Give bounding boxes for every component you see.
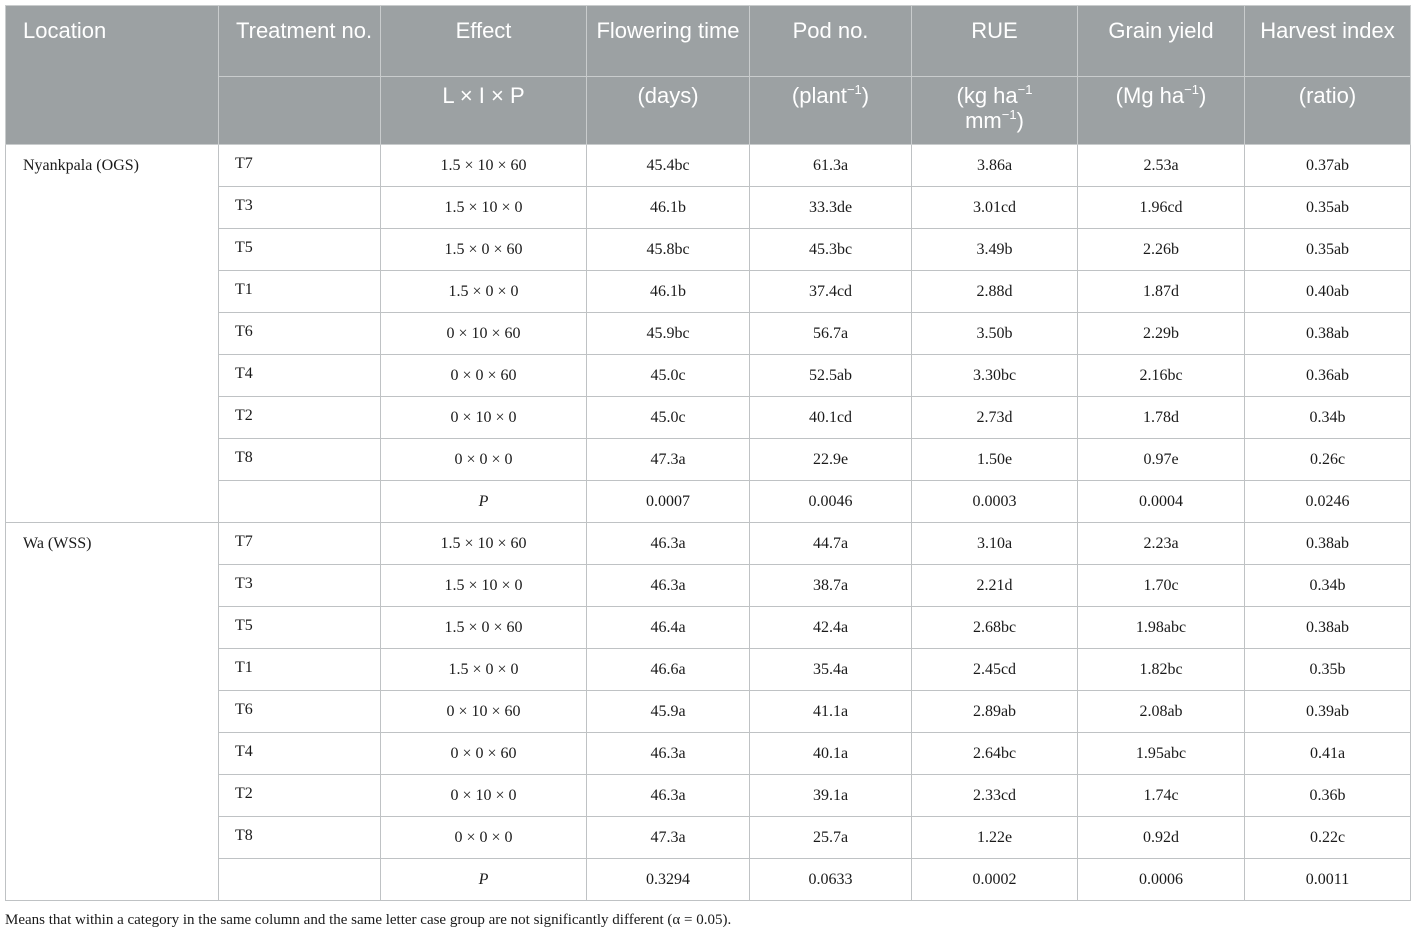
value-cell: 0.22c — [1245, 817, 1411, 859]
value-cell: 46.3a — [587, 775, 750, 817]
value-cell: 2.53a — [1078, 145, 1245, 187]
value-cell: 47.3a — [587, 817, 750, 859]
value-cell: 2.73d — [912, 397, 1078, 439]
empty-cell — [219, 481, 381, 523]
value-cell: 2.89ab — [912, 691, 1078, 733]
value-cell: 0 × 10 × 60 — [381, 313, 587, 355]
value-cell: 42.4a — [750, 607, 912, 649]
value-cell: 3.01cd — [912, 187, 1078, 229]
value-cell: 0 × 0 × 0 — [381, 439, 587, 481]
value-cell: 0.41a — [1245, 733, 1411, 775]
p-value-cell: 0.0011 — [1245, 859, 1411, 901]
header-flowering: Flowering time — [587, 6, 750, 77]
value-cell: 2.16bc — [1078, 355, 1245, 397]
value-cell: 0.35ab — [1245, 187, 1411, 229]
value-cell: 2.26b — [1078, 229, 1245, 271]
treatment-cell: T4 — [219, 733, 381, 775]
value-cell: 45.9bc — [587, 313, 750, 355]
value-cell: 61.3a — [750, 145, 912, 187]
value-cell: 46.1b — [587, 187, 750, 229]
p-value-cell: 0.0006 — [1078, 859, 1245, 901]
value-cell: 1.5 × 10 × 0 — [381, 187, 587, 229]
header-treatment-unit — [219, 77, 381, 145]
location-cell: Nyankpala (OGS) — [6, 145, 219, 523]
p-value-cell: 0.0246 — [1245, 481, 1411, 523]
value-cell: 44.7a — [750, 523, 912, 565]
table-body — [6, 145, 1411, 901]
value-cell: 1.70c — [1078, 565, 1245, 607]
value-cell: 46.3a — [587, 733, 750, 775]
value-cell: 1.5 × 0 × 60 — [381, 229, 587, 271]
p-value-cell: 0.0046 — [750, 481, 912, 523]
header-grain-unit: (Mg $ha^{-1}$) — [1078, 77, 1245, 145]
header-location: Location — [6, 6, 219, 145]
treatment-cell: T1 — [219, 649, 381, 691]
value-cell: 45.3bc — [750, 229, 912, 271]
value-cell: 0.38ab — [1245, 523, 1411, 565]
header-pod-unit: (plant$^{-1}$) — [750, 77, 912, 145]
value-cell: 0.38ab — [1245, 313, 1411, 355]
table-row — [6, 145, 1411, 187]
value-cell: 2.45cd — [912, 649, 1078, 691]
value-cell: 37.4cd — [750, 271, 912, 313]
value-cell: 0.40ab — [1245, 271, 1411, 313]
value-cell: 1.87d — [1078, 271, 1245, 313]
treatment-cell: T5 — [219, 229, 381, 271]
value-cell: 2.21d — [912, 565, 1078, 607]
location-cell: Wa (WSS) — [6, 523, 219, 901]
value-cell: 25.7a — [750, 817, 912, 859]
p-value-cell: 0.0004 — [1078, 481, 1245, 523]
value-cell: 0.34b — [1245, 397, 1411, 439]
value-cell: 1.95abc — [1078, 733, 1245, 775]
value-cell: 0.39ab — [1245, 691, 1411, 733]
value-cell: 33.3de — [750, 187, 912, 229]
table-row — [6, 523, 1411, 565]
value-cell: 0.26c — [1245, 439, 1411, 481]
p-value-cell: 0.0007 — [587, 481, 750, 523]
value-cell: 46.6a — [587, 649, 750, 691]
value-cell: 0.36ab — [1245, 355, 1411, 397]
treatment-cell: T7 — [219, 523, 381, 565]
value-cell: 1.5 × 0 × 0 — [381, 271, 587, 313]
header-rue: RUE — [912, 6, 1078, 77]
value-cell: 0.38ab — [1245, 607, 1411, 649]
value-cell: 0.36b — [1245, 775, 1411, 817]
header-harvest-unit: (ratio) — [1245, 77, 1411, 145]
value-cell: 0.35b — [1245, 649, 1411, 691]
value-cell: 47.3a — [587, 439, 750, 481]
p-label: P — [381, 481, 587, 523]
treatment-cell: T4 — [219, 355, 381, 397]
value-cell: 56.7a — [750, 313, 912, 355]
header-grain: Grain yield — [1078, 6, 1245, 77]
value-cell: 46.1b — [587, 271, 750, 313]
value-cell: 1.82bc — [1078, 649, 1245, 691]
value-cell: 0.92d — [1078, 817, 1245, 859]
value-cell: 1.78d — [1078, 397, 1245, 439]
value-cell: 3.50b — [912, 313, 1078, 355]
header-treatment: Treatment no. — [219, 6, 381, 77]
value-cell: 2.23a — [1078, 523, 1245, 565]
value-cell: 40.1a — [750, 733, 912, 775]
value-cell: 2.08ab — [1078, 691, 1245, 733]
value-cell: 0.37ab — [1245, 145, 1411, 187]
value-cell: 2.29b — [1078, 313, 1245, 355]
value-cell: 0 × 0 × 60 — [381, 355, 587, 397]
treatment-cell: T1 — [219, 271, 381, 313]
treatment-cell: T3 — [219, 187, 381, 229]
value-cell: 1.5 × 0 × 0 — [381, 649, 587, 691]
value-cell: 39.1a — [750, 775, 912, 817]
value-cell: 1.5 × 10 × 60 — [381, 523, 587, 565]
value-cell: 22.9e — [750, 439, 912, 481]
treatment-cell: T2 — [219, 397, 381, 439]
value-cell: 0 × 10 × 0 — [381, 397, 587, 439]
value-cell: 2.33cd — [912, 775, 1078, 817]
value-cell: 0 × 0 × 60 — [381, 733, 587, 775]
value-cell: 1.5 × 10 × 0 — [381, 565, 587, 607]
value-cell: 1.74c — [1078, 775, 1245, 817]
header-rue-unit: (kg $ha^{-1}$ $mm^{-1}$) — [912, 77, 1078, 145]
value-cell: 3.30bc — [912, 355, 1078, 397]
value-cell: 1.98abc — [1078, 607, 1245, 649]
treatment-cell: T5 — [219, 607, 381, 649]
value-cell: 0.97e — [1078, 439, 1245, 481]
header-effect: Effect — [381, 6, 587, 77]
value-cell: 1.5 × 0 × 60 — [381, 607, 587, 649]
p-value-cell: 0.3294 — [587, 859, 750, 901]
p-label: P — [381, 859, 587, 901]
table-footnote: Means that within a category in the same column and the same letter case group are not significantly different (α = 0.05). — [5, 912, 732, 928]
value-cell: 52.5ab — [750, 355, 912, 397]
value-cell: 41.1a — [750, 691, 912, 733]
header-pod: Pod no. — [750, 6, 912, 77]
results-table — [5, 5, 1411, 901]
treatment-cell: T3 — [219, 565, 381, 607]
value-cell: 45.0c — [587, 397, 750, 439]
value-cell: 45.8bc — [587, 229, 750, 271]
value-cell: 0.34b — [1245, 565, 1411, 607]
treatment-cell: T8 — [219, 439, 381, 481]
p-value-cell: 0.0003 — [912, 481, 1078, 523]
value-cell: 46.4a — [587, 607, 750, 649]
value-cell: 0 × 0 × 0 — [381, 817, 587, 859]
value-cell: 1.50e — [912, 439, 1078, 481]
value-cell: 38.7a — [750, 565, 912, 607]
value-cell: 35.4a — [750, 649, 912, 691]
value-cell: 2.88d — [912, 271, 1078, 313]
p-value-cell: 0.0002 — [912, 859, 1078, 901]
value-cell: 3.49b — [912, 229, 1078, 271]
value-cell: 2.64bc — [912, 733, 1078, 775]
header-harvest: Harvest index — [1245, 6, 1411, 77]
value-cell: 3.86a — [912, 145, 1078, 187]
p-value-cell: 0.0633 — [750, 859, 912, 901]
value-cell: 3.10a — [912, 523, 1078, 565]
value-cell: 0 × 10 × 0 — [381, 775, 587, 817]
value-cell: 1.22e — [912, 817, 1078, 859]
treatment-cell: T6 — [219, 691, 381, 733]
value-cell: 2.68bc — [912, 607, 1078, 649]
value-cell: 45.4bc — [587, 145, 750, 187]
value-cell: 1.5 × 10 × 60 — [381, 145, 587, 187]
treatment-cell: T8 — [219, 817, 381, 859]
treatment-cell: T2 — [219, 775, 381, 817]
treatment-cell: T6 — [219, 313, 381, 355]
empty-cell — [219, 859, 381, 901]
value-cell: 45.0c — [587, 355, 750, 397]
value-cell: 45.9a — [587, 691, 750, 733]
value-cell: 46.3a — [587, 565, 750, 607]
value-cell: 40.1cd — [750, 397, 912, 439]
value-cell: 1.96cd — [1078, 187, 1245, 229]
value-cell: 0 × 10 × 60 — [381, 691, 587, 733]
header-flowering-unit: (days) — [587, 77, 750, 145]
header-effect-unit: L × I × P — [381, 77, 587, 145]
value-cell: 46.3a — [587, 523, 750, 565]
value-cell: 0.35ab — [1245, 229, 1411, 271]
treatment-cell: T7 — [219, 145, 381, 187]
